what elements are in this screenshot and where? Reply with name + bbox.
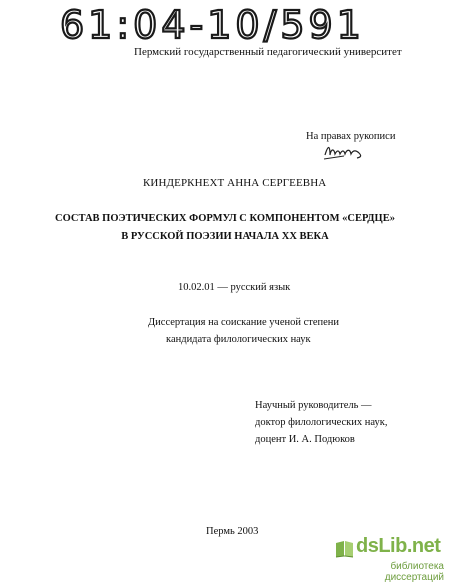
book-icon bbox=[334, 539, 356, 559]
supervisor-label: Научный руководитель — bbox=[255, 400, 372, 411]
dissertation-title-line-1: СОСТАВ ПОЭТИЧЕСКИХ ФОРМУЛ С КОМПОНЕНТОМ «СЕРДЦЕ» bbox=[55, 213, 395, 224]
degree-statement-line-1: Диссертация на соискание ученой степени bbox=[148, 317, 340, 328]
watermark-site-name: dsLib.net bbox=[356, 535, 441, 557]
specialty-code: 10.02.01 — русский язык bbox=[178, 282, 291, 293]
dslib-watermark[interactable] bbox=[334, 535, 444, 583]
handwritten-signature bbox=[322, 141, 364, 163]
svg-text:61:04-10/591: 61:04-10/591 bbox=[60, 3, 365, 44]
author-name: КИНДЕРКНЕХТ АННА СЕРГЕЕВНА bbox=[143, 177, 327, 189]
degree-statement-line-2: кандидата филологических наук bbox=[166, 334, 311, 345]
supervisor-degree: доктор филологических наук, bbox=[255, 417, 388, 428]
university-name: Пермский государственный педагогический университет bbox=[134, 46, 402, 58]
city-year: Пермь 2003 bbox=[206, 526, 259, 537]
dissertation-title-line-2: В РУССКОЙ ПОЭЗИИ НАЧАЛА ХХ ВЕКА bbox=[121, 231, 329, 242]
manuscript-rights-label: На правах рукописи bbox=[306, 131, 396, 142]
archive-number-handwritten bbox=[54, 2, 384, 44]
watermark-subtitle: библиотека диссертаций bbox=[384, 561, 444, 583]
supervisor-name: доцент И. А. Подюков bbox=[255, 434, 355, 445]
